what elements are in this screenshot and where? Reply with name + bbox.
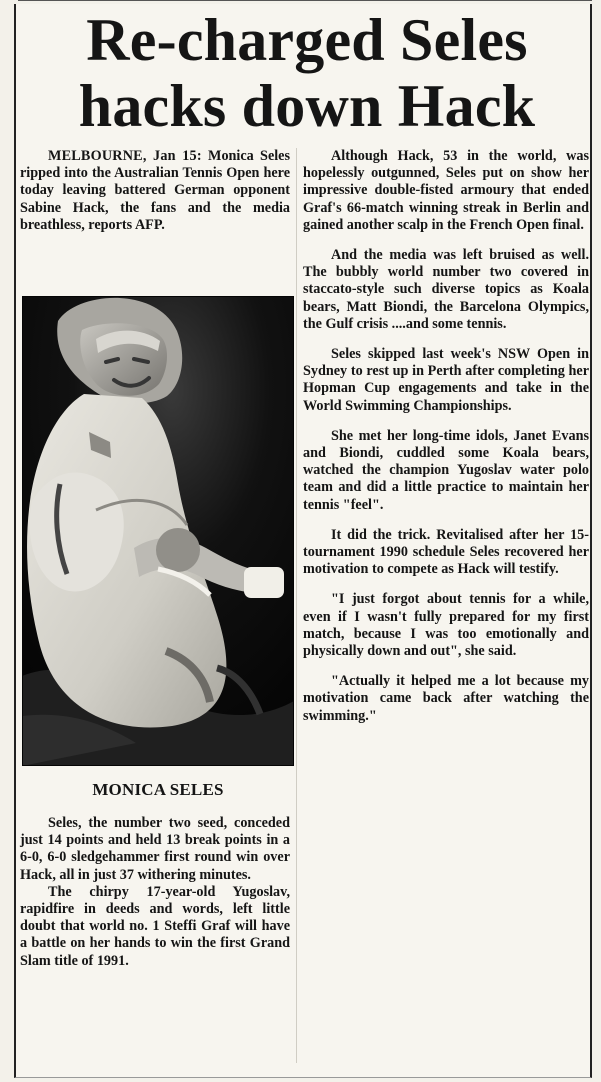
article-paragraph: And the media was left bruised as well. The bubbly world number two covered in staccato-style such diverse topics as Koala bears, Matt Biondi, the Barcelona Olympics, the Gulf crisis ....and some tennis. <box>303 247 589 332</box>
article-paragraph: Seles skipped last week's NSW Open in Sydney to rest up in Perth after completing her Hopman Cup engagements and take in the World Swimming Championships. <box>303 346 589 414</box>
left-column-bottom <box>20 815 290 970</box>
article-paragraph: "Actually it helped me a lot because my motivation came back after watching the swimming." <box>303 673 589 724</box>
column-gutter <box>296 148 297 1063</box>
seles-photo-image <box>22 296 294 766</box>
lead-text: Monica Seles ripped into the Australian Tennis Open here today leaving battered German opponent Sabine Hack, the fans and the media breathless, reports AFP. <box>20 148 290 233</box>
lead-paragraph <box>20 148 290 234</box>
article-paragraph: The chirpy 17-year-old Yugoslav, rapidfire in deeds and words, left little doubt that world no. 1 Steffi Graf will have a battle on her hands to win the first Grand Slam title of 1991. <box>20 883 290 969</box>
photo-caption: MONICA SELES <box>92 780 224 799</box>
article-paragraph: It did the trick. Revitalised after her 15-tournament 1990 schedule Seles recovered her motivation to compete as Hack will testify. <box>303 526 589 578</box>
dateline: MELBOURNE, Jan 15: <box>48 148 202 164</box>
article-paragraph: "I just forgot about tennis for a while, even if I wasn't fully prepared for my first match, because I was too emotionally and physically down and out", she said. <box>303 591 589 660</box>
left-column-top <box>20 148 290 247</box>
headline: Re-charged Seles hacks down Hack <box>78 7 536 139</box>
seles-photo <box>22 296 294 766</box>
article-paragraph: She met her long-time idols, Janet Evans and Biondi, cuddled some Koala bears, watched the champion Yugoslav water polo team and did a little practice to maintain her tennis "feel". <box>303 427 589 513</box>
article-paragraph: Although Hack, 53 in the world, was hopelessly outgunned, Seles put on show her impressive double-fisted armoury that ended Graf's 66-match winning streak in Berlin and gained another scalp in the French Open final. <box>303 148 589 233</box>
right-column <box>303 148 589 738</box>
article-paragraph: Seles, the number two seed, conceded just 14 points and held 13 break points in a 6-0, 6-0 sledgehammer first round win over Hack, all in just 37 withering minutes. <box>20 815 290 883</box>
